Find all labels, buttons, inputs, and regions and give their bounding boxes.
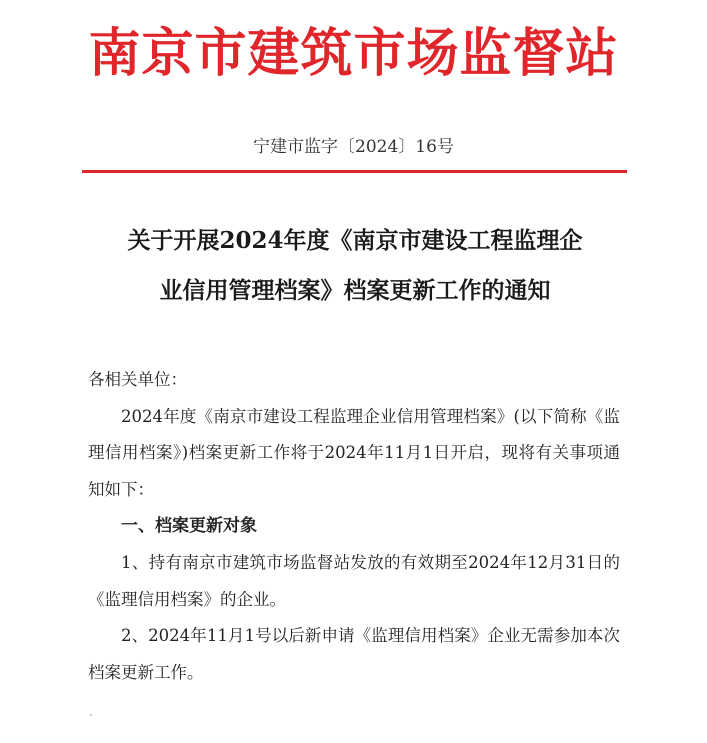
intro-paragraph: 2024年度《南京市建设工程监理企业信用管理档案》(以下简称《监理信用档案》)档案更新工作将于2024年11月1日开启，现将有关事项通知如下： — [88, 406, 620, 499]
notice-title — [95, 216, 615, 316]
section-1-item-2: 2、2024年11月1号以后新申请《监理信用档案》企业无需参加本次档案更新工作。 — [88, 626, 620, 682]
document-number: 宁建市监字〔2024〕16号 — [253, 137, 454, 157]
letterhead-title: 南京市建筑市场监督站 — [88, 23, 619, 84]
scan-speck — [90, 714, 92, 716]
salutation: 各相关单位： — [88, 370, 187, 389]
notice-body — [88, 362, 620, 691]
notice-title-line-2: 业信用管理档案》档案更新工作的通知 — [159, 277, 551, 304]
section-1-heading: 一、档案更新对象 — [121, 516, 257, 537]
notice-title-line-1: 关于开展2024年度《南京市建设工程监理企 — [127, 227, 583, 254]
section-1-item-1: 1、持有南京市建筑市场监督站发放的有效期至2024年12月31日的《监理信用档案》的企业。 — [88, 552, 620, 609]
letterhead-red-rule — [82, 170, 627, 173]
